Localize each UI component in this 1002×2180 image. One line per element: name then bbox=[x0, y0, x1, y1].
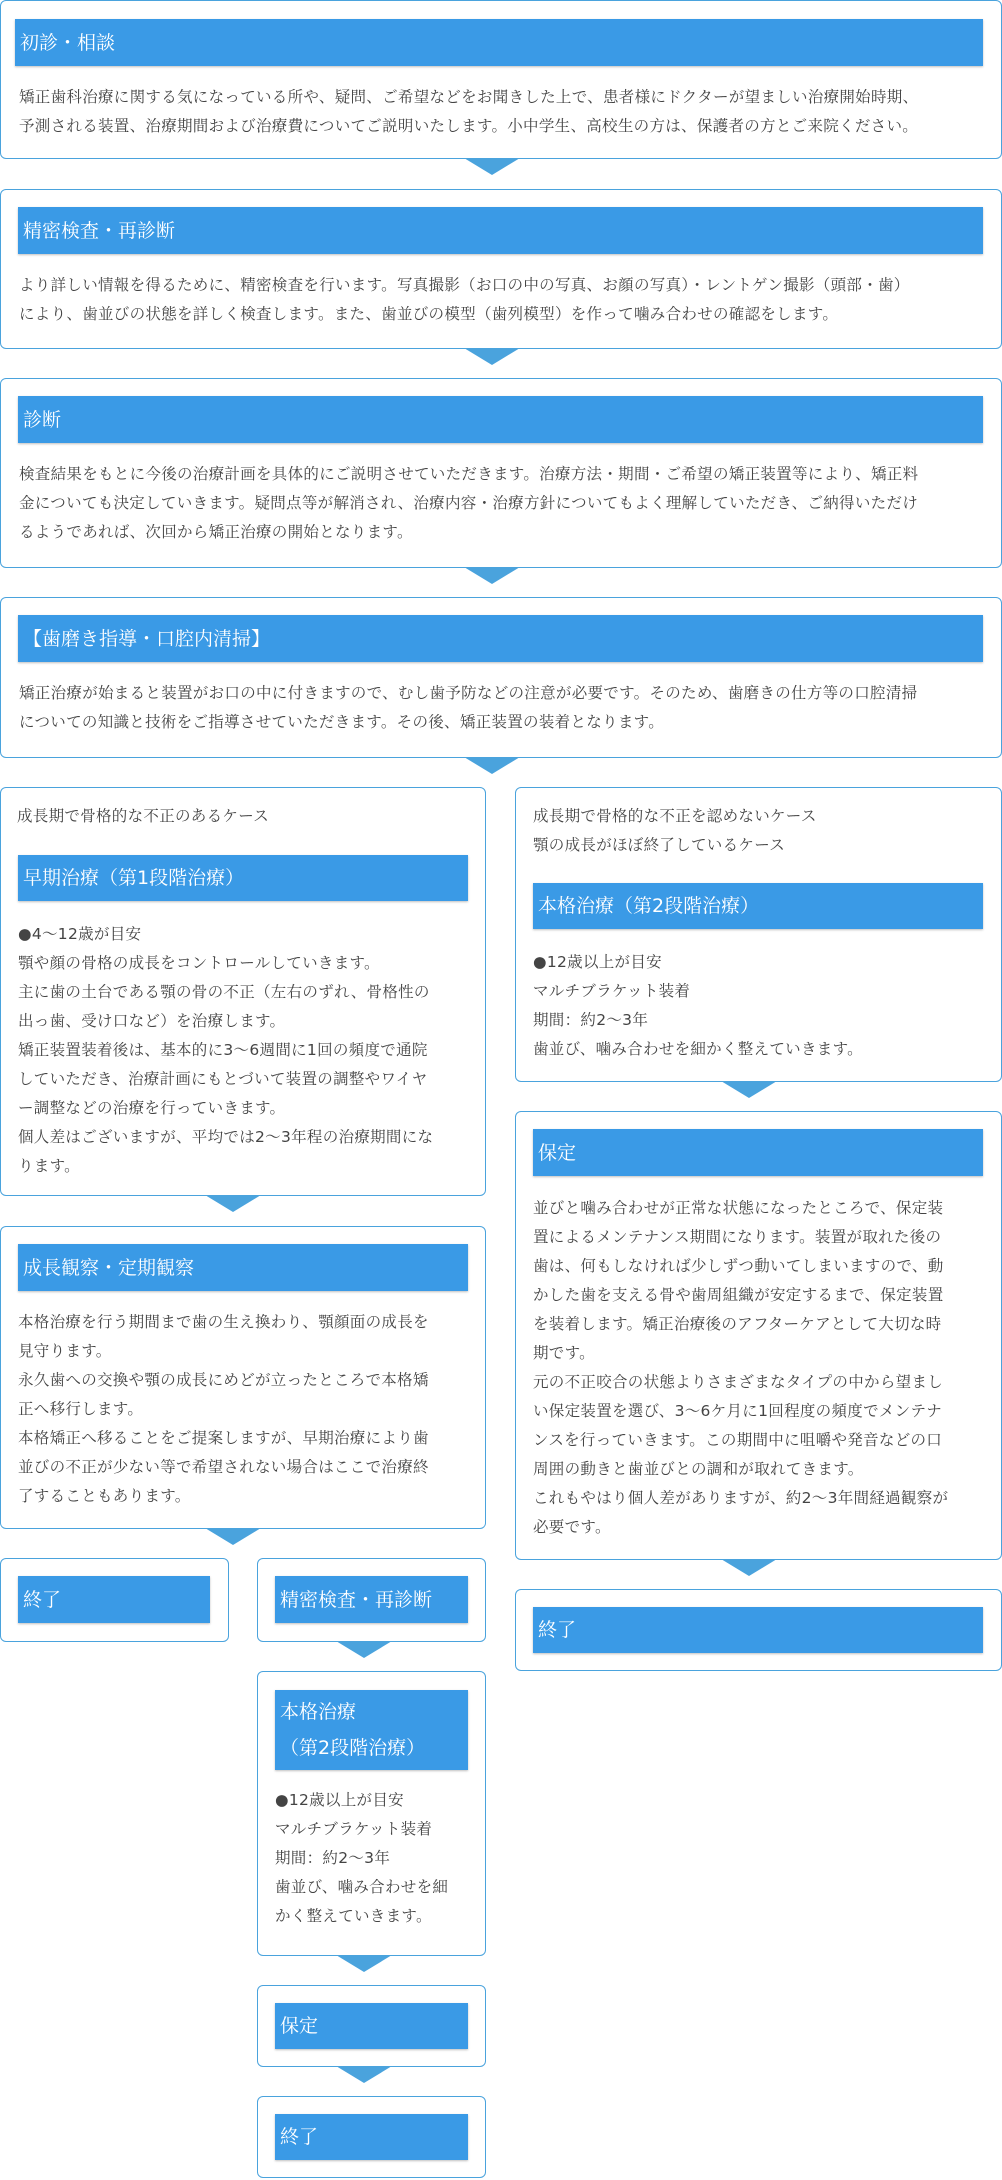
end-title: 終了 bbox=[18, 1576, 210, 1623]
flow-arrow bbox=[721, 1081, 777, 1098]
full-treatment-title: 本格治療（第2段階治療） bbox=[533, 883, 983, 929]
flow-arrow bbox=[464, 348, 520, 365]
full-treatment-title: 本格治療 （第2段階治療） bbox=[275, 1690, 468, 1770]
end-card-right bbox=[515, 1589, 1002, 1671]
growth-observation-card bbox=[0, 1226, 486, 1529]
growth-observation-description: 本格治療を行う期間まで歯の生え換わり、顎顔面の成長を 見守ります。 永久歯への交換や顎の成長にめどが立ったところで本格矯 正へ移行します。 本格矯正へ移ることをご提案しますが、早期治療により歯 並びの不正が少ない等で希望されない場合はここで治療終 了することもあります。 bbox=[18, 1313, 429, 1505]
case-note: 成長期で骨格的な不正のあるケース bbox=[17, 807, 270, 825]
growth-observation-title: 成長観察・定期観察 bbox=[18, 1244, 468, 1291]
reexam-title: 精密検査・再診断 bbox=[275, 1576, 468, 1623]
end-title: 終了 bbox=[533, 1607, 983, 1653]
full-treatment-card-left bbox=[257, 1671, 486, 1956]
step-diagnosis bbox=[0, 378, 1002, 568]
step-title: 初診・相談 bbox=[15, 19, 983, 66]
step-description: 矯正治療が始まると装置がお口の中に付きますので、むし歯予防などの注意が必要です。そのため、歯磨きの仕方等の口腔清掃 についての知識と技術をご指導させていただきます。その後、矯正装置の装着となります。 bbox=[19, 684, 918, 731]
step-detailed-exam bbox=[0, 189, 1002, 349]
full-treatment-description: ●12歳以上が目安 マルチブラケット装着 期間：約2～3年 歯並び、噛み合わせを細かく整えていきます。 bbox=[533, 953, 863, 1058]
final-end-title: 終了 bbox=[275, 2114, 468, 2160]
early-treatment-description: ●4～12歳が目安 顎や顔の骨格の成長をコントロールしていきます。 主に歯の土台である顎の骨の不正（左右のずれ、骨格性の 出っ歯、受け口など）を治療します。 矯正装置装着後は、基本的に3～6週間に1回の頻度で通院 していただき、治療計画にもとづいて装置の調整やワイヤ ー調整などの治療を行っていきます。 個人差はございますが、平均では2～3年程の治療期間にな ります。 bbox=[18, 925, 434, 1175]
step-description: 矯正歯科治療に関する気になっている所や、疑問、ご希望などをお聞きした上で、患者様にドクターが望ましい治療開始時期、 予測される装置、治療期間および治療費についてご説明いたします。小中学生、高校生の方は、保護者の方とご来院ください。 bbox=[19, 88, 919, 135]
flow-arrow bbox=[336, 1955, 392, 1972]
step-title: 【歯磨き指導・口腔内清掃】 bbox=[18, 615, 983, 662]
flow-arrow bbox=[721, 1559, 777, 1576]
early-treatment-title: 早期治療（第1段階治療） bbox=[18, 855, 468, 901]
flow-arrow bbox=[464, 567, 520, 584]
step-description: 検査結果をもとに今後の治療計画を具体的にご説明させていただきます。治療方法・期間・ご希望の矯正装置等により、矯正料 金についても決定していきます。疑問点等が解消され、治療内容・治療方針についてもよく理解していただき、ご納得いただけ るようであれば、次回から矯正治療の開始となります。 bbox=[19, 465, 919, 541]
step-brushing-guidance bbox=[0, 597, 1002, 758]
flow-arrow bbox=[336, 1641, 392, 1658]
flow-arrow bbox=[205, 1528, 261, 1545]
full-treatment-description: ●12歳以上が目安 マルチブラケット装着 期間：約2～3年 歯並び、噛み合わせを細 かく整えていきます。 bbox=[275, 1791, 449, 1925]
flow-arrow bbox=[336, 2066, 392, 2083]
final-end-card-left bbox=[257, 2096, 486, 2178]
flow-arrow bbox=[464, 158, 520, 175]
retention-card-left bbox=[257, 1985, 486, 2067]
reexam-card bbox=[257, 1558, 486, 1642]
retention-title: 保定 bbox=[533, 1129, 983, 1176]
retention-title: 保定 bbox=[275, 2003, 468, 2049]
case-note: 成長期で骨格的な不正を認めないケース 顎の成長がほぼ終了しているケース bbox=[533, 807, 817, 854]
step-initial-consultation bbox=[0, 0, 1002, 159]
step-description: より詳しい情報を得るために、精密検査を行います。写真撮影（お口の中の写真、お顔の写真）・レントゲン撮影（頭部・歯） により、歯並びの状態を詳しく検査します。また、歯並びの模型（歯列模型）を作って噛み合わせの確認をします。 bbox=[19, 276, 910, 323]
step-title: 診断 bbox=[18, 396, 983, 443]
retention-description: 並びと噛み合わせが正常な状態になったところで、保定装 置によるメンテナンス期間になります。装置が取れた後の 歯は、何もしなければ少しずつ動いてしまいますので、動 かした歯を支える骨や歯周組織が安定するまで、保定装置 を装着します。矯正治療後のアフターケアとして大切な時 期です。 元の不正咬合の状態よりさまざまなタイプの中から望まし い保定装置を選び、3～6ケ月に1回程度の頻度でメンテナ ンスを行っていきます。この期間中に咀嚼や発音などの口 周囲の動きと歯並びとの調和が取れてきます。 これもやはり個人差がありますが、約2～3年間経過観察が 必要です。 bbox=[533, 1199, 949, 1536]
flow-arrow bbox=[464, 757, 520, 774]
step-title: 精密検査・再診断 bbox=[18, 207, 983, 254]
flow-arrow bbox=[205, 1195, 261, 1212]
early-treatment-card bbox=[0, 787, 486, 1196]
full-treatment-card-right bbox=[515, 787, 1002, 1082]
retention-card-right bbox=[515, 1111, 1002, 1560]
end-card bbox=[0, 1558, 229, 1642]
